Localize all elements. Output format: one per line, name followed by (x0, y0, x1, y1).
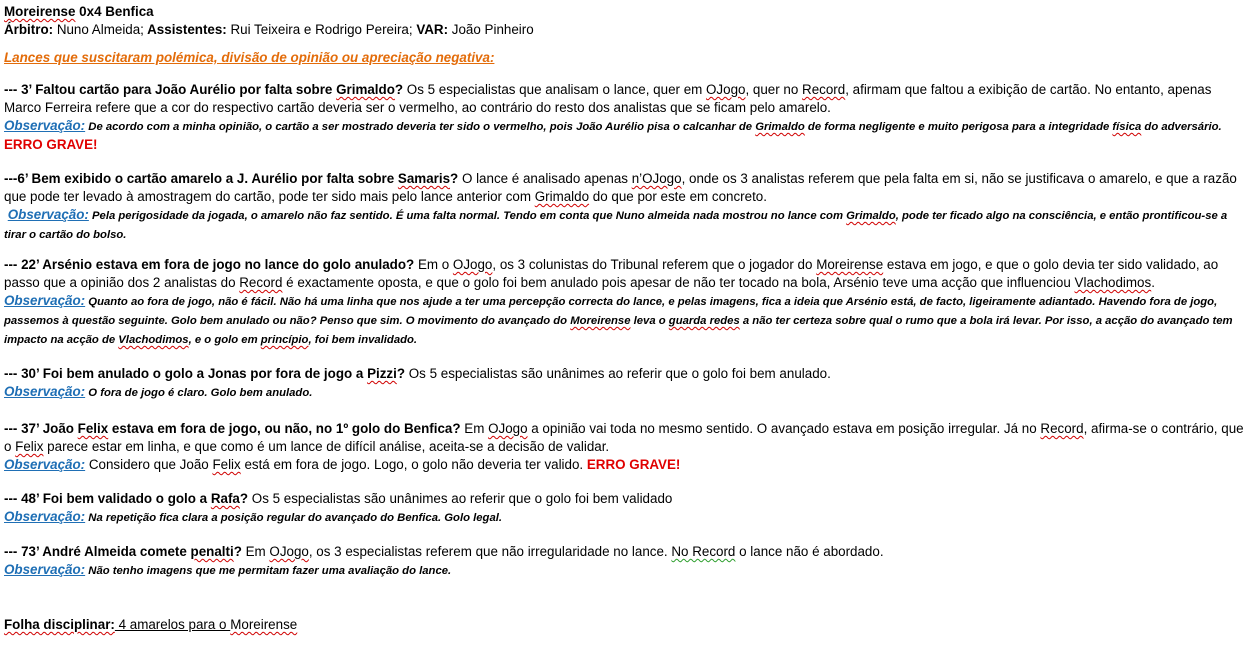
erro-grave-label: ERRO GRAVE! (4, 137, 98, 152)
observation (4, 117, 1244, 136)
observation (4, 206, 1244, 244)
incident-question: --- 22’ Arsénio estava em fora de jogo no lance do golo anulado? (4, 257, 415, 272)
incident-question-paragraph (4, 256, 1244, 292)
observation (4, 561, 1244, 580)
incident-question: ---6’ Bem exibido o cartão amarelo a J. Aurélio por falta sobre Samaris? (4, 171, 459, 186)
incident-question: --- 73’ André Almeida comete penalti? (4, 544, 242, 559)
observation-text: Considero que João Felix está em fora de jogo. Logo, o golo não deveria ter valido. (85, 457, 587, 472)
disciplinary-label: Folha disciplinar: (4, 617, 115, 632)
incident-question: --- 30’ Foi bem anulado o golo a Jonas por fora de jogo a Pizzi? (4, 366, 406, 381)
incident-question: --- 48’ Foi bem validado o golo a Rafa? (4, 491, 249, 506)
observation-label: Observação: (4, 293, 86, 308)
observation (4, 456, 1244, 474)
erro-grave-label: ERRO GRAVE! (586, 457, 681, 472)
observation-label: Observação: (4, 118, 86, 133)
incident-question-paragraph (4, 81, 1244, 117)
incident-question: --- 37’ João Felix estava em fora de jogo, ou não, no 1º golo do Benfica? (4, 421, 461, 436)
incident-30min (4, 365, 1244, 402)
incident-analysis: Em OJogo a opinião vai toda no mesmo sentido. O avançado estava em posição irregular. Já no Record, afirma-se o contrário, que o Felix parece estar em linha, e que como é um lance de difícil análise, aceita-se a decisão de validar. (4, 421, 1244, 454)
match-title-team: Moreirense (4, 4, 76, 19)
assistentes-value: Rui Teixeira e Rodrigo Pereira; (226, 22, 413, 37)
incident-analysis: O lance é analisado apenas n’OJogo, onde os 3 analistas referem que pela falta em si, não se justificava o amarelo, e que a razão que pode ter levado à amostragem do cartão, pode ter sido mais pelo lance anterior com Grimaldo do que por este em concreto. (4, 171, 1237, 204)
observation-label: Observação: (4, 457, 86, 472)
observation-text: Quanto ao fora de jogo, não é fácil. Não há uma linha que nos ajude a ter uma percepção correcta do lance, e pelas imagens, fica a ideia que Arsénio está, de facto, ligeiramente adiantado. Havendo fora de jogo, passemos à questão seguinte. Golo bem anulado ou não? Penso que sim. O movimento do avançado do Moreirense leva o guarda redes a não ter certeza sobre qual o rumo que a bola irá levar. Por isso, a acção do avançado tem impacto na acção de Vlachodimos, e o golo em princípio, foi bem invalidado. (4, 296, 1233, 346)
incident-question-paragraph (4, 420, 1244, 456)
incident-analysis: Os 5 especialistas são unânimes ao referir que o golo foi bem anulado. (405, 366, 831, 381)
incident-question-paragraph (4, 543, 1244, 561)
incident-3min (4, 81, 1244, 154)
incident-question-paragraph (4, 490, 1244, 508)
observation-label: Observação: (4, 509, 86, 524)
incident-48min (4, 490, 1244, 527)
observation-text: O fora de jogo é claro. Golo bem anulado. (85, 387, 313, 399)
incident-analysis: Em OJogo, os 3 especialistas referem que não irregularidade no lance. No Record o lance não é abordado. (241, 544, 884, 559)
incident-question: --- 3’ Faltou cartão para João Aurélio por falta sobre Grimaldo? (4, 82, 404, 97)
arbitro-value: Nuno Almeida; (53, 22, 144, 37)
var-label: VAR: (412, 22, 449, 37)
incident-question-paragraph (4, 170, 1244, 206)
observation-label: Observação: (4, 384, 86, 399)
observation-text: De acordo com a minha opinião, o cartão a ser mostrado deveria ter sido o vermelho, pois João Aurélio pisa o calcanhar de Grimaldo de forma negligente e muito perigosa para a integridade física do adversário. (85, 121, 1222, 133)
observation-label: Observação: (4, 562, 86, 577)
observation-text: Não tenho imagens que me permitam fazer uma avaliação do lance. (85, 565, 452, 577)
incident-analysis: Os 5 especialistas são unânimes ao referir que o golo foi bem validado (248, 491, 673, 506)
assistentes-label: Assistentes: (143, 22, 227, 37)
incident-22min (4, 256, 1244, 349)
observation (4, 508, 1244, 527)
observation-label: Observação: (7, 207, 89, 222)
var-value: João Pinheiro (448, 22, 534, 37)
arbitro-label: Árbitro: (4, 22, 54, 37)
section-heading: Lances que suscitaram polémica, divisão de opinião ou apreciação negativa: (4, 50, 495, 65)
incident-question-paragraph (4, 365, 1244, 383)
referee-line (4, 21, 1244, 39)
disciplinary-sheet (4, 616, 1244, 634)
disciplinary-value: 4 amarelos para o (114, 617, 231, 632)
observation (4, 292, 1244, 349)
incident-37min (4, 420, 1244, 474)
observation-text: Pela perigosidade da jogada, o amarelo não faz sentido. É uma falta normal. Tendo em conta que Nuno almeida nada mostrou no lance com Grimaldo, pode ter ficado algo na consciência, e então prontificou-se a tirar o cartão do bolso. (4, 210, 1228, 241)
incident-6min (4, 170, 1244, 244)
incident-analysis: Os 5 especialistas que analisam o lance, quer em OJogo, quer no Record, afirmam que faltou a exibição de cartão. No entanto, apenas Marco Ferreira refere que a cor do respectivo cartão deveria ser o vermelho, ao contrário do resto dos analistas que se ficam pelo amarelo. (4, 82, 1212, 115)
match-title (4, 3, 1244, 21)
observation (4, 383, 1244, 402)
disciplinary-team: Moreirense (230, 617, 298, 632)
incident-73min (4, 543, 1244, 580)
observation-text: Na repetição fica clara a posição regular do avançado do Benfica. Golo legal. (85, 512, 503, 524)
match-title-rest: 0x4 Benfica (75, 4, 154, 19)
incident-analysis: Em o OJogo, os 3 colunistas do Tribunal referem que o jogador do Moreirense estava em jogo, e que o golo devia ter sido validado, ao passo que a opinião dos 2 analistas do Record é exactamente oposta, e que o golo foi bem anulado pois apesar de não ter tocado na bola, Arsénio teve uma acção que influenciou Vlachodimos. (4, 257, 1219, 290)
